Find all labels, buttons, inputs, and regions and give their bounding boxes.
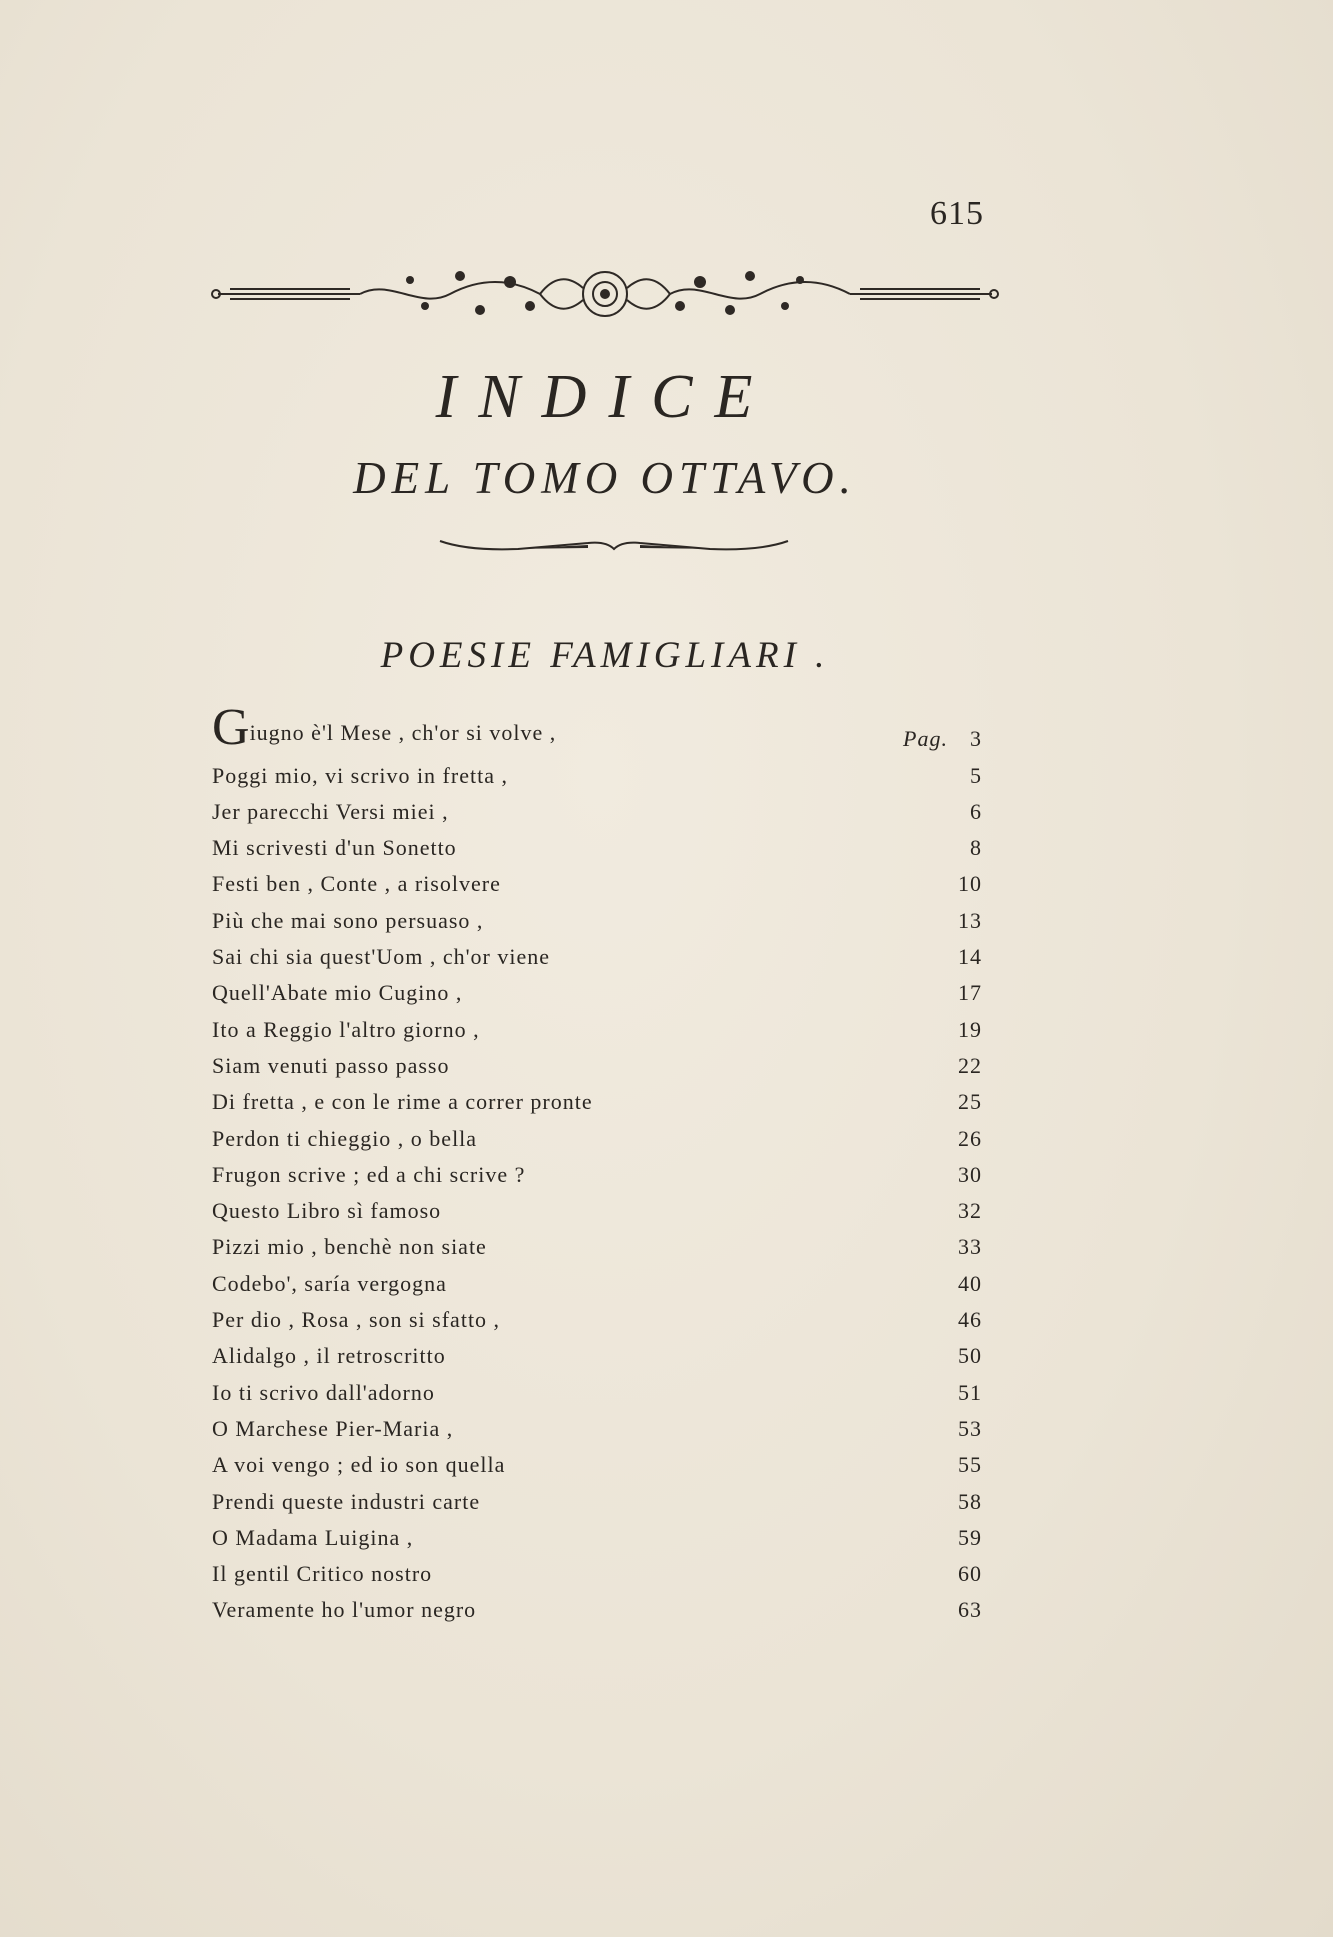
divider-flourish bbox=[438, 535, 790, 557]
toc-title: Codebo', saría vergogna bbox=[212, 1270, 447, 1296]
toc-page-number: 55 bbox=[958, 1452, 982, 1478]
toc-page-number: 10 bbox=[958, 871, 982, 897]
toc-row bbox=[212, 1448, 982, 1484]
toc-row bbox=[212, 940, 982, 976]
section-heading: POESIE FAMIGLIARI . bbox=[380, 635, 830, 676]
toc-row bbox=[212, 1194, 982, 1230]
toc-page-number: 40 bbox=[958, 1270, 982, 1296]
toc-row bbox=[212, 1339, 982, 1375]
toc-title: Festi ben , Conte , a risolvere bbox=[212, 871, 501, 897]
toc-row bbox=[212, 1303, 982, 1339]
toc-row bbox=[212, 1593, 982, 1629]
toc-page-number: 14 bbox=[958, 944, 982, 970]
toc-row bbox=[212, 903, 982, 939]
toc-row bbox=[212, 831, 982, 867]
toc-row bbox=[212, 1375, 982, 1411]
toc-row bbox=[212, 1521, 982, 1557]
toc-row bbox=[212, 1049, 982, 1085]
toc-page-number: 63 bbox=[958, 1597, 982, 1623]
toc-title: Prendi queste industri carte bbox=[212, 1488, 481, 1514]
toc-page-number: 13 bbox=[958, 907, 982, 933]
toc-title: Più che mai sono persuaso , bbox=[212, 907, 484, 933]
toc-title: Questo Libro sì famoso bbox=[212, 1198, 442, 1224]
toc-title: Siam venuti passo passo bbox=[212, 1052, 450, 1078]
toc-title bbox=[212, 699, 557, 757]
toc-title: Per dio , Rosa , son si sfatto , bbox=[212, 1307, 501, 1333]
toc-page-number: 25 bbox=[958, 1089, 982, 1115]
toc-title: Mi scrivesti d'un Sonetto bbox=[212, 835, 457, 861]
toc-title: Di fretta , e con le rime a correr pronte bbox=[212, 1089, 593, 1115]
toc-title: Il gentil Critico nostro bbox=[212, 1561, 433, 1587]
toc-page-number: 5 bbox=[970, 762, 982, 788]
toc-title: Veramente ho l'umor negro bbox=[212, 1597, 477, 1623]
toc-row bbox=[212, 1085, 982, 1121]
toc-page-number: 60 bbox=[958, 1561, 982, 1587]
toc-row bbox=[212, 699, 982, 758]
toc-title: Ito a Reggio l'altro giorno , bbox=[212, 1016, 480, 1042]
toc-page-number: 33 bbox=[958, 1234, 982, 1260]
toc-page-number: 26 bbox=[958, 1125, 982, 1151]
toc-page-number: 8 bbox=[970, 835, 982, 861]
toc-title-rest: iugno è'l Mese , ch'or si volve , bbox=[249, 720, 557, 746]
toc-row bbox=[212, 795, 982, 831]
toc-page-number: 51 bbox=[958, 1379, 982, 1405]
toc-page-number: 50 bbox=[958, 1343, 982, 1369]
toc-row bbox=[212, 1557, 982, 1593]
toc-page-number: 32 bbox=[958, 1198, 982, 1224]
toc-title: Frugon scrive ; ed a chi scrive ? bbox=[212, 1161, 526, 1187]
toc-title: Sai chi sia quest'Uom , ch'or viene bbox=[212, 944, 551, 970]
toc-row bbox=[212, 758, 982, 794]
toc-page-number: 30 bbox=[958, 1161, 982, 1187]
toc-title: A voi vengo ; ed io son quella bbox=[212, 1452, 506, 1478]
toc-title: Perdon ti chieggio , o bella bbox=[212, 1125, 478, 1151]
toc-title: Pizzi mio , benchè non siate bbox=[212, 1234, 487, 1260]
toc-page-number: 46 bbox=[958, 1307, 982, 1333]
toc-title: Io ti scrivo dall'adorno bbox=[212, 1379, 435, 1405]
toc-page-number: 3 bbox=[970, 726, 982, 752]
toc-row bbox=[212, 1230, 982, 1266]
toc-row bbox=[212, 867, 982, 903]
ornamental-header-band bbox=[210, 258, 1000, 330]
page-number: 615 bbox=[930, 195, 984, 232]
toc-row bbox=[212, 976, 982, 1012]
toc-page bbox=[903, 726, 982, 752]
toc-row bbox=[212, 1412, 982, 1448]
toc-page-number: 19 bbox=[958, 1016, 982, 1042]
toc-title: Poggi mio, vi scrivo in fretta , bbox=[212, 762, 508, 788]
toc-row bbox=[212, 1158, 982, 1194]
toc-title: O Madama Luigina , bbox=[212, 1524, 414, 1550]
toc-title: Alidalgo , il retroscritto bbox=[212, 1343, 446, 1369]
drop-cap: G bbox=[212, 699, 250, 757]
toc-row bbox=[212, 1012, 982, 1048]
pag-label: Pag. bbox=[903, 726, 948, 752]
toc-page-number: 59 bbox=[958, 1524, 982, 1550]
toc-title: O Marchese Pier-Maria , bbox=[212, 1415, 454, 1441]
table-of-contents bbox=[212, 699, 982, 1629]
toc-page-number: 58 bbox=[958, 1488, 982, 1514]
toc-title: Quell'Abate mio Cugino , bbox=[212, 980, 463, 1006]
toc-row bbox=[212, 1484, 982, 1520]
toc-page-number: 6 bbox=[970, 798, 982, 824]
toc-page-number: 53 bbox=[958, 1415, 982, 1441]
toc-row bbox=[212, 1266, 982, 1302]
toc-row bbox=[212, 1121, 982, 1157]
index-title: INDICE bbox=[435, 363, 775, 431]
toc-title: Jer parecchi Versi miei , bbox=[212, 798, 449, 824]
toc-page-number: 22 bbox=[958, 1052, 982, 1078]
toc-page-number: 17 bbox=[958, 980, 982, 1006]
index-subtitle: DEL TOMO OTTAVO. bbox=[353, 453, 857, 503]
